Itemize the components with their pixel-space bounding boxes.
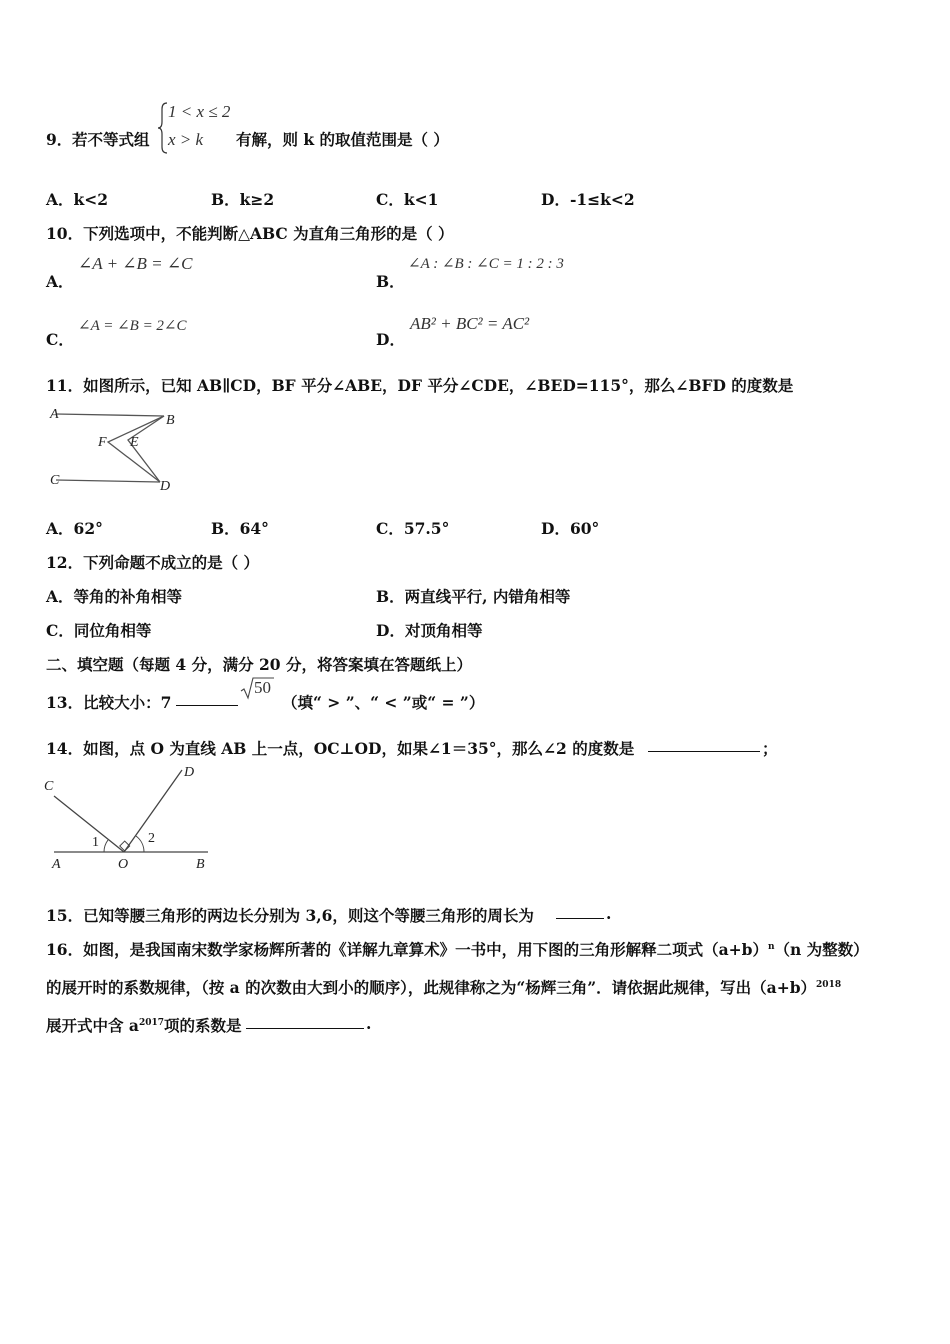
q11-text: 11．如图所示，已知 AB∥CD，BF 平分∠ABE，DF 平分∠CDE，∠BED=115°，那么∠BFD 的度数是	[46, 376, 794, 395]
option-text: 等角的补角相等	[73, 587, 183, 606]
q16-line2	[46, 976, 841, 998]
option-text: k<2	[73, 190, 109, 209]
q14-end: ；	[762, 739, 778, 758]
q16-answer-blank[interactable]	[246, 1014, 364, 1033]
q9-system-line1: 1 < x ≤ 2	[168, 102, 231, 121]
fig-label-a: A	[52, 857, 61, 872]
q16-line2-prefix: 的展开时的系数规律，（按 a 的次数由大到小的顺序），此规律称之为“杨辉三角”．请依据此规律，写出（a+b）	[46, 978, 817, 997]
option-letter: C．	[46, 621, 74, 640]
q15-end: .	[606, 904, 612, 923]
q16-line1	[46, 938, 869, 960]
q12-option-d[interactable]	[376, 619, 482, 641]
q9-option-d[interactable]	[541, 188, 635, 210]
q16-line3-suffix: 项的系数是	[164, 1016, 242, 1035]
q15-answer-blank[interactable]	[556, 904, 604, 923]
option-text: 57.5°	[403, 519, 450, 538]
q14-text: 14．如图，点 O 为直线 AB 上一点，OC⊥OD，如果∠1＝35°，那么∠2 的度数是	[46, 739, 635, 758]
q12-option-a[interactable]	[46, 585, 182, 607]
q13-answer-blank[interactable]	[176, 691, 238, 710]
q10-option-b[interactable]: ∠A : ∠B : ∠C = 1 : 2 : 3	[408, 256, 564, 272]
q16-line3-sup: 2017	[138, 1017, 165, 1028]
q10-text: 10．下列选项中，不能判断△ABC 为直角三角形的是（ ）	[46, 224, 454, 243]
q10-option-b-letter: B．	[376, 272, 405, 291]
option-text: 62°	[73, 519, 103, 538]
option-letter: C．	[376, 519, 404, 538]
q16-line2-sup: 2018	[816, 979, 842, 990]
q16-line1-prefix: 16．如图，是我国南宋数学家杨辉所著的《详解九章算术》一书中，用下图的三角形解释二项式（a+b）	[46, 940, 768, 959]
q10-option-a-letter: A．	[46, 272, 74, 291]
section-heading: 二、填空题（每题 4 分，满分 20 分，将答案填在答题纸上）	[46, 655, 472, 674]
q11-option-b[interactable]	[211, 517, 269, 539]
option-text: 对顶角相等	[404, 621, 483, 640]
q9-system-line2: x > k	[168, 130, 204, 149]
q9-option-c[interactable]	[376, 188, 438, 210]
q9-prefix: 若不等式组	[72, 130, 150, 149]
q16-line3-prefix: 展开式中含 a	[46, 1016, 139, 1035]
fig-label-d: D	[160, 479, 171, 494]
option-letter: A．	[46, 190, 74, 209]
q11-figure	[48, 404, 208, 499]
option-letter: D．	[541, 190, 570, 209]
q9-option-a[interactable]	[46, 188, 108, 210]
q10-option-a[interactable]: ∠A + ∠B = ∠C	[78, 254, 193, 273]
option-letter: A．	[46, 587, 74, 606]
q9-inequality-system	[156, 100, 236, 156]
fig-label-a: A	[50, 407, 59, 422]
option-text: 64°	[239, 519, 269, 538]
fig-label-b: B	[196, 857, 205, 872]
q13-radicand: 50	[254, 678, 271, 697]
option-text: -1≤k<2	[569, 190, 635, 209]
q14-answer-blank[interactable]	[648, 737, 760, 756]
option-letter: A．	[46, 519, 74, 538]
option-letter: D．	[541, 519, 570, 538]
q13-prefix: 13．比较大小：7	[46, 693, 172, 712]
option-letter: B．	[211, 190, 240, 209]
q11-option-d[interactable]	[541, 517, 599, 539]
option-letter: C．	[376, 190, 404, 209]
q10-option-c[interactable]: ∠A = ∠B = 2∠C	[78, 318, 187, 334]
option-text: 同位角相等	[73, 621, 152, 640]
q9-suffix: 有解，则 k 的取值范围是（ ）	[236, 130, 449, 149]
q15-text: 15．已知等腰三角形的两边长分别为 3,6，则这个等腰三角形的周长为	[46, 906, 534, 925]
q9-number: 9．	[46, 130, 73, 149]
q16-line1-sup: n	[767, 941, 775, 952]
q11-option-c[interactable]	[376, 517, 449, 539]
q16-line1-suffix: （n 为整数）	[774, 940, 869, 959]
fig-label-c: C	[50, 473, 60, 488]
q10-option-d[interactable]: AB² + BC² = AC²	[410, 314, 530, 333]
option-letter: D．	[376, 621, 405, 640]
option-text: k≥2	[239, 190, 275, 209]
fig-label-o: O	[118, 857, 129, 872]
option-letter: B．	[211, 519, 240, 538]
q16-line3	[46, 1014, 242, 1036]
q12-text: 12．下列命题不成立的是（ ）	[46, 553, 259, 572]
option-text: k<1	[403, 190, 439, 209]
fig-label-f: F	[98, 435, 107, 450]
q13-suffix: （填“ > ”、“ < ”或“ = ”）	[282, 693, 485, 712]
q10-option-d-letter: D．	[376, 330, 405, 349]
q12-option-c[interactable]	[46, 619, 151, 641]
q11-option-a[interactable]	[46, 517, 103, 539]
option-text: 两直线平行, 内错角相等	[404, 587, 571, 606]
q16-end: .	[366, 1014, 372, 1033]
option-text: 60°	[569, 519, 600, 538]
fig-label-b: B	[166, 413, 175, 428]
fig-label-e: E	[130, 435, 139, 450]
fig-label-c: C	[44, 779, 54, 794]
q10-option-c-letter: C．	[46, 330, 74, 349]
fig-angle-1: 1	[92, 835, 99, 850]
fig-label-d: D	[184, 765, 195, 780]
fig-angle-2: 2	[148, 831, 155, 846]
option-letter: B．	[376, 587, 405, 606]
q9-option-b[interactable]	[211, 188, 274, 210]
q12-option-b[interactable]	[376, 585, 570, 607]
q14-figure	[40, 760, 220, 872]
